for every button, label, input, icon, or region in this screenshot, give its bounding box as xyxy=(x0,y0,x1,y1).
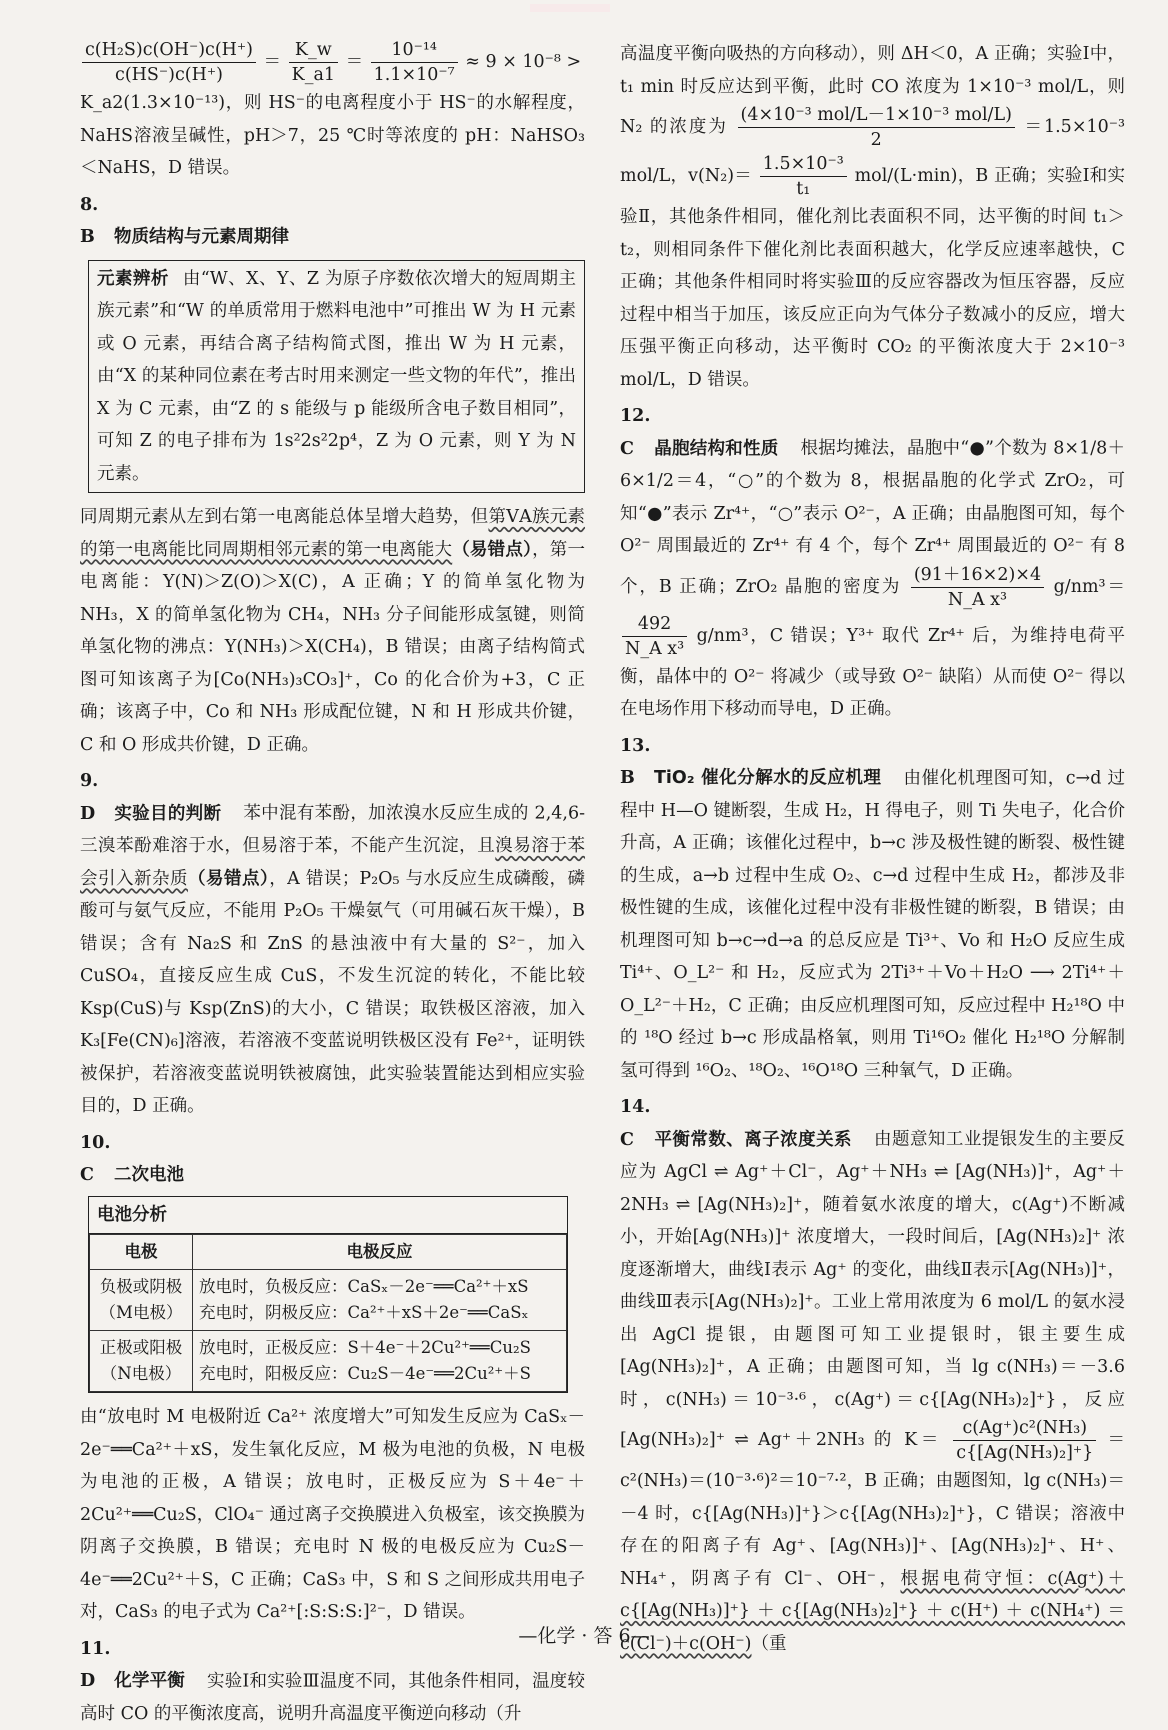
element-analysis-box: 元素辨析 由“W、X、Y、Z 为原子序数依次增大的短周期主族元素”和“W 的单质常用于燃料电池中”可推出 W 为 H 元素或 O 元素，再结合离子结构简式图，推出 W 为 H 元素，由“X 的某种同位素在考古时用来测定一些文物的年代”，推出 X 为 C 元素，由“Z 的 s 能级与 p 能级所含电子数目相同”，可知 Z 的电子排布为 1s²2s²2p⁴，Z 为 O 元素，则 Y 为 N 元素。 xyxy=(88,260,585,494)
top-sticker-mark xyxy=(530,4,610,12)
left-column xyxy=(80,38,585,1730)
q14-block: 14. C 平衡常数、离子浓度关系 由题意知工业提银发生的主要反应为 AgCl ⇌ Ag⁺＋Cl⁻，Ag⁺＋NH₃ ⇌ [Ag(NH₃)]⁺，Ag⁺＋2NH₃ ⇌ [Ag(NH₃)₂]⁺，随着氨水浓度的增大，c(Ag⁺)不断减小，开始[Ag(NH₃)]⁺ 浓度增大，一段时间后，[Ag(NH₃)₂]⁺ 浓度逐渐增大，曲线Ⅰ表示 Ag⁺ 的变化，曲线Ⅱ表示[Ag(NH₃)]⁺，曲线Ⅲ表示[Ag(NH₃)₂]⁺。工业上常用浓度为 6 mol/L 的氨水浸出 AgCl 提银，由题图可知工业提银时，银主要生成[Ag(NH₃)₂]⁺，A 正确；由题图可知，当 lg c(NH₃)＝－3.6 时，c(NH₃)＝10⁻³·⁶，c(Ag⁺)＝c{[Ag(NH₃)₂]⁺}，反应[Ag(NH₃)₂]⁺ ⇌ Ag⁺＋2NH₃ 的 K＝ $\frac{\text{c(Ag⁺)c²(NH₃)}}{\text{c\{[Ag(NH₃)₂]⁺\}}}$ ＝c²(NH₃)＝(10⁻³·⁶)²＝10⁻⁷·²，B 正确；由题图知，lg c(NH₃)＝－4 时，c{[Ag(NH₃)]⁺}＞c{[Ag(NH₃)₂]⁺}，C 错误；溶液中存在的阳离子有 Ag⁺、[Ag(NH₃)]⁺、[Ag(NH₃)₂]⁺、H⁺、NH₄⁺，阴离子有 Cl⁻、OH⁻，根据电荷守恒：c(Ag⁺)＋c{[Ag(NH₃)]⁺}＋c{[Ag(NH₃)₂]⁺}＋c(H⁺)＋c(NH₄⁺)＝c(Cl⁻)＋c(OH⁻)（重 xyxy=(620,1091,1125,1660)
q13-block: 13. B TiO₂ 催化分解水的反应机理 由催化机理图可知，c→d 过程中 H—O 键断裂，生成 H₂，H 得电子，则 Ti 失电子，化合价升高，A 正确；该催化过程中，b→c 涉及极性键的断裂、极性键的生成，a→b 过程中生成 O₂、c→d 过程中生成 H₂，都涉及非极性键的生成，该催化过程中没有非极性键的断裂，B 错误；由机理图可知 b→c→d→a 的总反应是 Ti³⁺、Vo 和 H₂O 反应生成 Ti⁴⁺、O_L²⁻ 和 H₂，反应式为 2Ti³⁺＋Vo＋H₂O ⟶ 2Ti⁴⁺＋O_L²⁻＋H₂，C 正确；由反应机理图可知，反应过程中 H₂¹⁸O 中的 ¹⁸O 经过 b→c 形成晶格氧，则用 Ti¹⁶O₂ 催化 H₂¹⁸O 分解制氢可得到 ¹⁶O₂、¹⁸O₂、¹⁶O¹⁸O 三种氧气，D 正确。 xyxy=(620,730,1125,1088)
q12-block: 12. C 晶胞结构和性质 根据均摊法，晶胞中“●”个数为 8×1/8＋6×1/2＝4，“○”的个数为 8，根据晶胞的化学式 ZrO₂，可知“●”表示 Zr⁴⁺，“○”表示 O²⁻，A 正确；由晶胞图可知，每个 O²⁻ 周围最近的 Zr⁴⁺ 有 4 个，每个 Zr⁴⁺ 周围最近的 O²⁻ 有 8 个，B 正确；ZrO₂ 晶胞的密度为 $\frac{(91+16\times 2)\times 4}{\text{N\_A x³}}$ g/nm³＝ $\frac{492}{\text{N\_A x³}}$ g/nm³，C 错误；Y³⁺ 取代 Zr⁴⁺ 后，为维持电荷平衡，晶体中的 O²⁻ 将减少（或导致 O²⁻ 缺陷）从而使 O²⁻ 得以在电场作用下移动而导电，D 正确。 xyxy=(620,400,1125,726)
q9-block: 9. D 实验目的判断 苯中混有苯酚，加浓溴水反应生成的 2,4,6-三溴苯酚难溶于水，但易溶于苯，不能产生沉淀，且溴易溶于苯会引入新杂质（易错点），A 错误；P₂O₅ 与水反应生成磷酸，磷酸可与氨气反应，不能用 P₂O₅ 干燥氨气（可用碱石灰干燥），B 错误；含有 Na₂S 和 ZnS 的悬浊液中有大量的 S²⁻，加入 CuSO₄，直接反应生成 CuS，不发生沉淀的转化，不能比较 Ksp(CuS)与 Ksp(ZnS)的大小，C 错误；取铁极区溶液，加入 K₃[Fe(CN)₆]溶液，若溶液不变蓝说明铁极区没有 Fe²⁺，证明铁被保护，若溶液变蓝说明铁被腐蚀，此实验装置能达到相应实验目的，D 正确。 xyxy=(80,765,585,1123)
fraction-value: $\frac{\text{10⁻¹⁴}}{\text{1.1×10⁻⁷}}$ xyxy=(371,38,458,87)
q10-heading: 10. C 二次电池 xyxy=(80,1127,585,1192)
q8-explanation: 同周期元素从左到右第一电离能总体呈增大趋势，但第ⅤA族元素的第一电离能比同周期相邻元素的第一电离能大（易错点），第一电离能：Y(N)＞Z(O)＞X(C)，A 正确；Y 的简单氢化物为 NH₃，X 的简单氢化物为 CH₄，NH₃ 分子间能形成氢键，则简单氢化物的沸点：Y(NH₃)＞X(CH₄)，B 错误；由离子结构简式图可知该离子为[Co(NH₃)₃CO₃]⁺，Co 的化合价为+3，C 正确；该离子中，Co 和 NH₃ 形成配位键，N 和 H 形成共价键，C 和 O 形成共价键，D 正确。 xyxy=(80,501,585,761)
fraction-concentration: $\frac{\text{c(H₂S)c(OH⁻)c(H⁺)}}{c(HS^-)c(H^+)}$ xyxy=(82,38,256,87)
page-footer: —化学 · 答 6— xyxy=(0,1620,1168,1653)
right-column xyxy=(620,38,1125,1660)
q10-explanation: 由“放电时 M 电极附近 Ca²⁺ 浓度增大”可知发生反应为 CaSₓ－2e⁻══Ca²⁺＋xS，发生氧化反应，M 极为电池的负极，N 电极为电池的正极，A 错误；放电时，正极反应为 S＋4e⁻＋2Cu²⁺══Cu₂S，ClO₄⁻ 通过离子交换膜进入负极室，该交换膜为阴离子交换膜，B 错误；充电时 N 极的电极反应为 Cu₂S－4e⁻══2Cu²⁺＋S，C 正确；CaS₃ 中，S 和 S 之间形成共用电子对，CaS₃ 的电子式为 Ca²⁺[:S:S:S:]²⁻，D 错误。 xyxy=(80,1401,585,1629)
q8-heading: 8. B 物质结构与元素周期律 xyxy=(80,189,585,254)
battery-analysis-table: 电池分析 电极 电极反应 负极或阴极（M电极） 放电时，负极反应：CaSₓ－2e⁻══Ca²⁺＋xS 充电时，阴极反应：Ca²⁺＋xS＋2e⁻══CaSₓ 正极或阳极（N电极） 放电时，正极反应：S＋4e⁻＋2Cu²⁺══Cu₂S 充电时，阳极反应：Cu₂S－4e⁻══2Cu²⁺＋S xyxy=(88,1196,568,1394)
q7-explanation: K_a2(1.3×10⁻¹³)，则 HS⁻的电离程度小于 HS⁻的水解程度，NaHS溶液呈碱性，pH＞7，25 ℃时等浓度的 pH：NaHSO₃＜NaHS，D 错误。 xyxy=(80,87,585,185)
formula-line: $\frac{\text{c(H₂S)c(OH⁻)c(H⁺)}}{c(HS^-)c(H^+)}$ ＝ $\frac{K\_w}{K\_a1}$ ＝ $\frac{\text{10⁻¹⁴}}{\text{1.1×10⁻⁷}}$ ≈ 9 × 10⁻⁸ > xyxy=(80,38,585,87)
q11-block: 11. D 化学平衡 实验Ⅰ和实验Ⅲ温度不同，其他条件相同，温度较高时 CO 的平衡浓度高，说明升高温度平衡逆向移动（升 xyxy=(80,1633,585,1730)
fraction-k: $\frac{K\_w}{K\_a1}$ xyxy=(289,38,338,87)
q11-continued: 高温度平衡向吸热的方向移动），则 ΔH＜0，A 正确；实验Ⅰ中，t₁ min 时反应达到平衡，此时 CO 浓度为 1×10⁻³ mol/L，则 N₂ 的浓度为 $\frac{\text{(4×10⁻³ mol/L－1×10⁻³ mol/L)}}{2}$ ＝1.5×10⁻³ mol/L，v(N₂)＝ $\frac{\text{1.5×10⁻³}}{\text{t₁}}$ mol/(L·min)，B 正确；实验Ⅰ和实验Ⅱ，其他条件相同，催化剂比表面积不同，达平衡的时间 t₁＞t₂，则相同条件下催化剂比表面积越大，化学反应速率越快，C 正确；其他条件相同时将实验Ⅲ的反应容器改为恒压容器，反应过程中相当于加压，该反应正向为气体分子数减小的反应，增大压强平衡正向移动，达平衡时 CO₂ 的平衡浓度大于 2×10⁻³ mol/L，D 错误。 xyxy=(620,38,1125,396)
